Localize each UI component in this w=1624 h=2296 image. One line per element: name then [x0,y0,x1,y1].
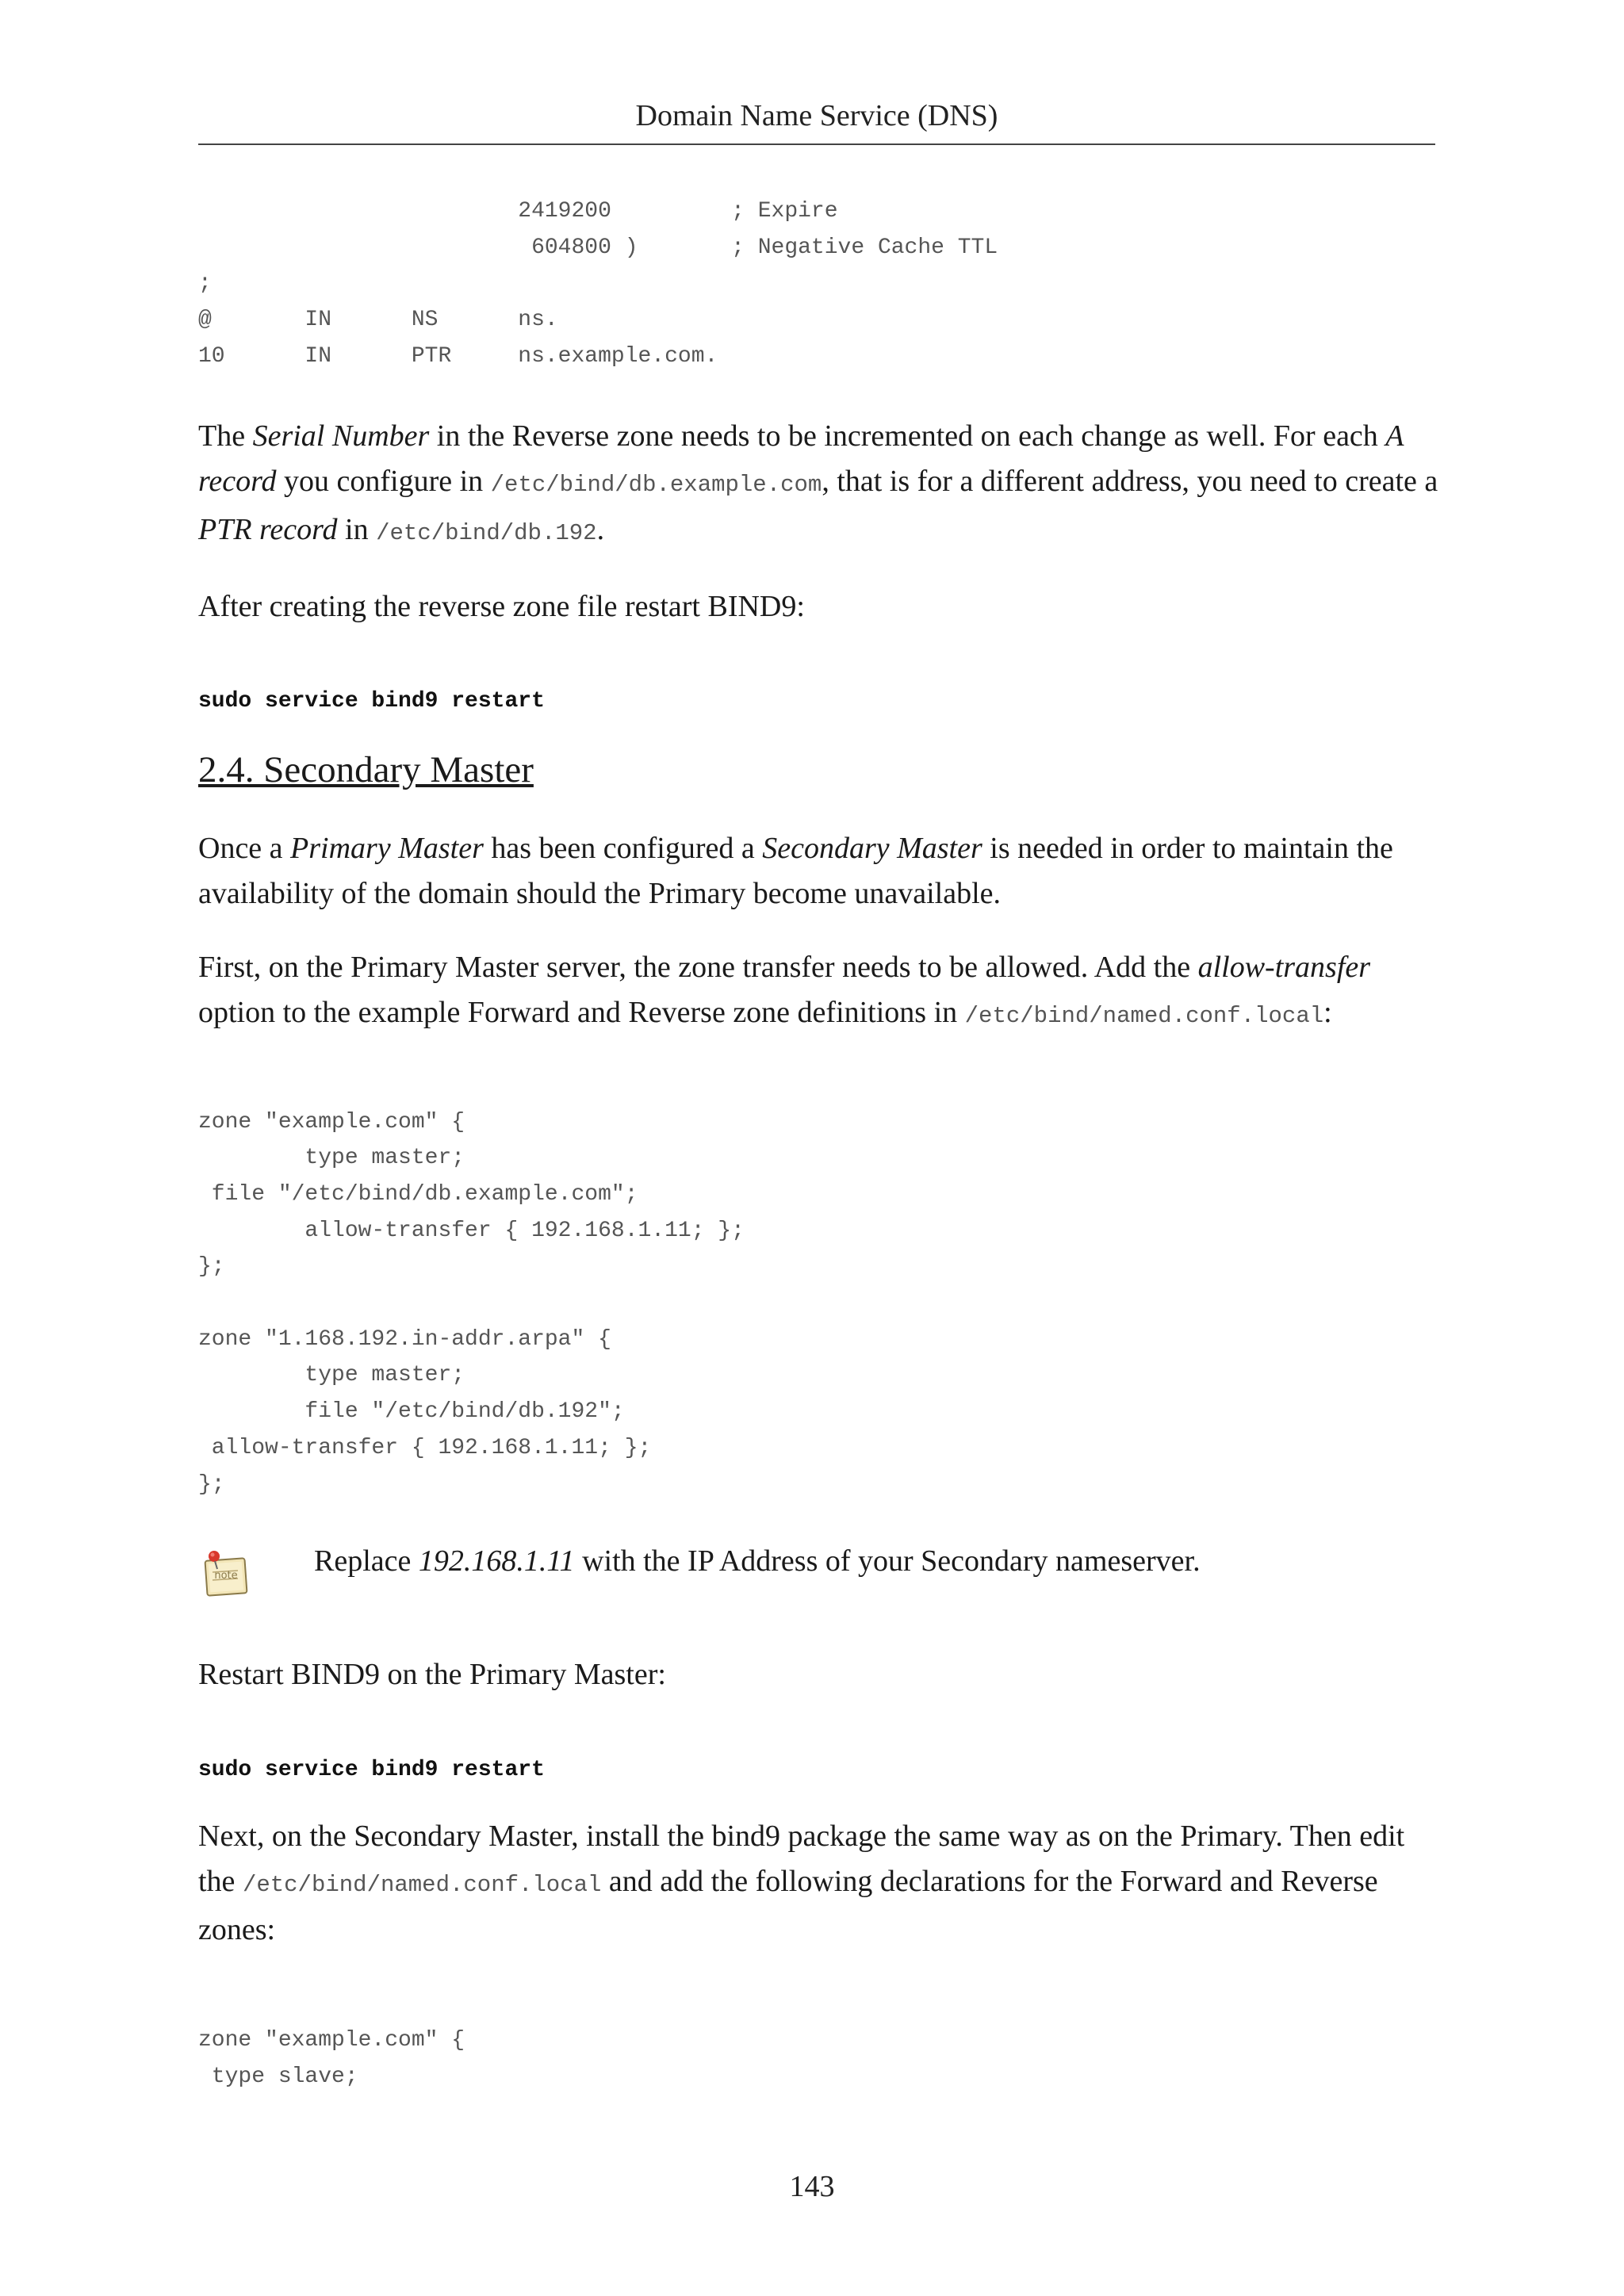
emphasis: PTR record [198,512,338,546]
emphasis: Secondary Master [762,831,982,865]
text: option to the example Forward and Reverse zone definitions in [198,995,965,1029]
inline-code: /etc/bind/db.example.com [490,471,822,498]
note-text [314,1539,1439,1584]
text: with the IP Address of your Secondary nameserver. [574,1544,1201,1578]
text: has been configured a [483,831,763,865]
text: Next, on the Secondary Master, install the bind9 package the same way as on the Primary. Then edit the [198,1820,1405,1899]
code-block-primary-zones: zone "example.com" { type master; file "/etc/bind/db.example.com"; allow-transfer { 192.168.1.11; }; }; zone "1.168.192.in-addr.arpa" { type master; file "/etc/bind/db.192"; allow-transfer { 192.168.1.11; }; }; [198,1109,745,1497]
code-block-secondary-zones: zone "example.com" { type slave; [198,2028,465,2089]
paragraph-serial-number [198,414,1439,556]
paragraph-secondary-master-intro [198,826,1439,916]
page-content [198,193,1439,2095]
text: is needed in order to maintain the availability of the domain should the Primary become unavailable. [198,831,1393,910]
inline-code: /etc/bind/named.conf.local [964,1002,1324,1029]
emphasis: allow-transfer [1197,950,1371,984]
emphasis: Primary Master [290,831,484,865]
text: in the Reverse zone needs to be incremented on each change as well. For each [429,419,1386,453]
note-icon-label: note [214,1570,238,1582]
text: , that is for a different address, you need to create a [822,464,1438,498]
emphasis: Serial Number [252,419,430,453]
text: The [198,419,253,453]
paragraph-allow-transfer [198,945,1439,1039]
page-number: 143 [789,2170,835,2203]
emphasis: 192.168.1.11 [418,1544,575,1578]
note-box [198,1539,1439,1584]
command-restart-bind9-primary: sudo service bind9 restart [198,1758,545,1783]
text: Once a [198,831,291,865]
text: : [1323,995,1332,1029]
text: First, on the Primary Master server, the zone transfer needs to be allowed. Add the [198,950,1198,984]
command-restart-bind9: sudo service bind9 restart [198,688,545,714]
inline-code: /etc/bind/named.conf.local [242,1872,602,1899]
running-header: Domain Name Service (DNS) [635,99,998,132]
note-icon [198,1545,254,1601]
section-heading: 2.4. Secondary Master [198,748,534,790]
paragraph-restart-bind9: After creating the reverse zone file restart BIND9: [198,589,805,623]
paragraph-restart-primary: Restart BIND9 on the Primary Master: [198,1658,666,1692]
inline-code: /etc/bind/db.192 [376,519,597,546]
text: you configure in [276,464,491,498]
text: in [337,512,377,546]
text: Replace [314,1544,419,1578]
text: and add the following declarations for the Forward and Reverse zones: [198,1865,1378,1947]
paragraph-secondary-config [198,1814,1439,1953]
text: . [596,512,605,546]
header-rule [198,144,1435,145]
code-block-reverse-zone: 2419200 ; Expire 604800 ) ; Negative Cache TTL ; @ IN NS ns. 10 IN PTR ns.example.com. [198,199,998,369]
emphasis: A record [198,419,1404,498]
